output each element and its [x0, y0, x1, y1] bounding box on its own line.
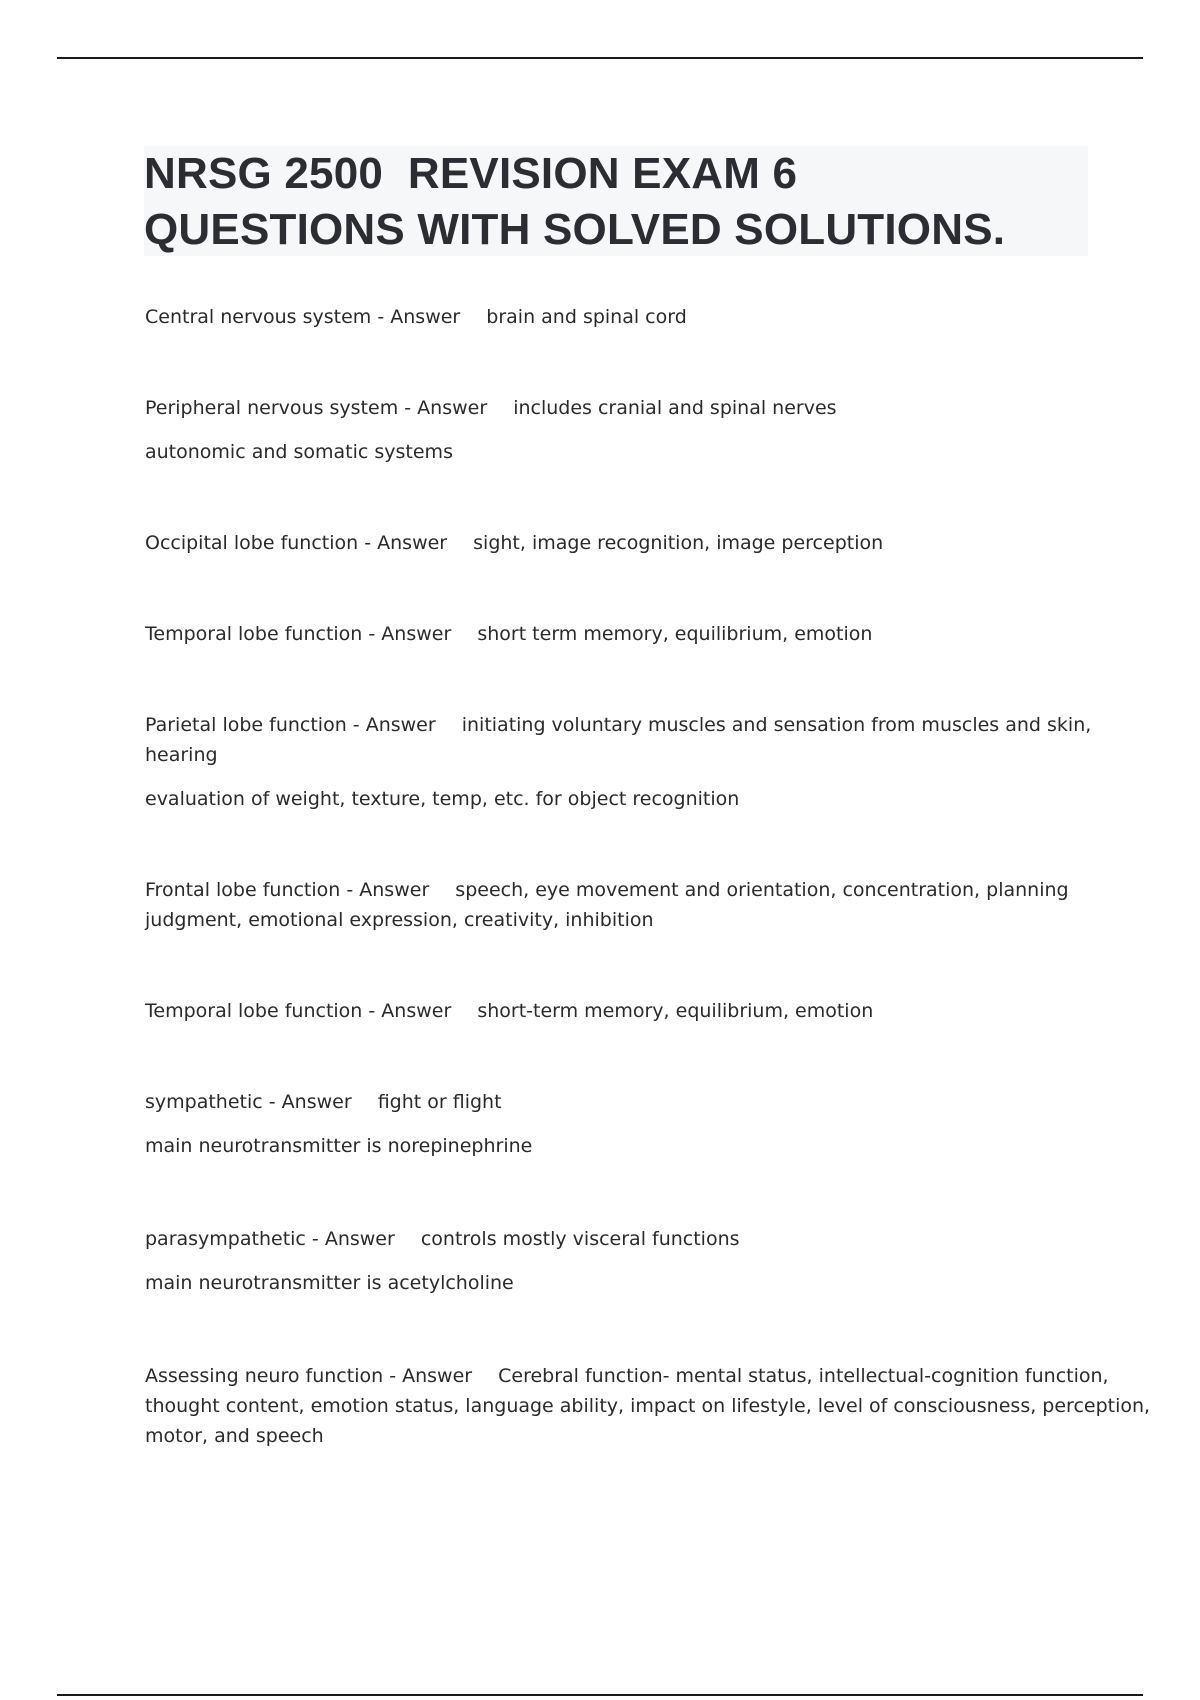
top-rule: [57, 57, 1143, 59]
page-title: [144, 146, 1088, 256]
title-line-2: QUESTIONS WITH SOLVED SOLUTIONS.: [144, 205, 1006, 254]
qa-answer: sight, image recognition, image perception: [473, 532, 884, 554]
qa-question-line: [145, 1361, 1109, 1391]
qa-answer: brain and spinal cord: [486, 306, 687, 328]
qa-extra-line: evaluation of weight, texture, temp, etc. for object recognition: [145, 788, 740, 810]
qa-item-parasympathetic: [145, 1224, 1085, 1298]
answer-marker: - Answer: [368, 1000, 452, 1022]
qa-item-peripheral-nervous-system: [145, 393, 1085, 467]
qa-question-line: [145, 1087, 1085, 1117]
qa-answer-continued: judgment, emotional expression, creativity, inhibition: [145, 909, 654, 931]
qa-item-temporal-lobe-2: [145, 996, 1085, 1026]
qa-term: Central nervous system: [145, 306, 372, 328]
answer-marker: - Answer: [377, 306, 461, 328]
answer-marker: - Answer: [404, 397, 488, 419]
qa-question-line: [145, 528, 1085, 558]
qa-answer: Cerebral function- mental status, intellectual-cognition function,: [498, 1365, 1109, 1387]
answer-marker: - Answer: [364, 532, 448, 554]
qa-term: Frontal lobe function: [145, 879, 341, 901]
qa-term: Temporal lobe function: [145, 623, 363, 645]
answer-marker: - Answer: [346, 879, 430, 901]
qa-term: parasympathetic: [145, 1228, 306, 1250]
qa-answer: short term memory, equilibrium, emotion: [477, 623, 873, 645]
answer-marker: - Answer: [389, 1365, 473, 1387]
qa-question-line: [145, 875, 1085, 905]
answer-marker: - Answer: [268, 1091, 352, 1113]
qa-extra-line: autonomic and somatic systems: [145, 441, 453, 463]
qa-term: Assessing neuro function: [145, 1365, 384, 1387]
qa-term: Occipital lobe function: [145, 532, 359, 554]
qa-answer: speech, eye movement and orientation, concentration, planning: [455, 879, 1069, 901]
qa-item-parietal-lobe: [145, 710, 1092, 814]
qa-answer: controls mostly visceral functions: [420, 1228, 740, 1250]
qa-question-line: [145, 1224, 1085, 1254]
qa-extra-line: main neurotransmitter is norepinephrine: [145, 1135, 533, 1157]
qa-answer-continued-2: motor, and speech: [145, 1425, 324, 1447]
answer-marker: - Answer: [368, 623, 452, 645]
qa-answer-continued: hearing: [145, 744, 218, 766]
bottom-rule: [57, 1694, 1143, 1696]
qa-term: Parietal lobe function: [145, 714, 347, 736]
qa-item-assessing-neuro-function: [145, 1361, 1151, 1451]
qa-answer-continued: thought content, emotion status, language ability, impact on lifestyle, level of consciousness, perception,: [145, 1395, 1151, 1417]
qa-term: Temporal lobe function: [145, 1000, 363, 1022]
qa-term: Peripheral nervous system: [145, 397, 399, 419]
qa-answer: includes cranial and spinal nerves: [513, 397, 837, 419]
qa-question-line: [145, 710, 1092, 740]
qa-item-temporal-lobe: [145, 619, 1085, 649]
qa-question-line: [145, 619, 1085, 649]
qa-question-line: [145, 393, 1085, 423]
qa-term: sympathetic: [145, 1091, 263, 1113]
qa-question-line: [145, 996, 1085, 1026]
qa-item-frontal-lobe: [145, 875, 1085, 935]
title-line-1: NRSG 2500 REVISION EXAM 6: [144, 149, 798, 198]
answer-marker: - Answer: [352, 714, 436, 736]
qa-answer: fight or flight: [377, 1091, 502, 1113]
qa-extra-line: main neurotransmitter is acetylcholine: [145, 1272, 514, 1294]
qa-question-line: [145, 302, 1085, 332]
qa-item-occipital-lobe: [145, 528, 1085, 558]
qa-answer: short-term memory, equilibrium, emotion: [477, 1000, 874, 1022]
answer-marker: - Answer: [311, 1228, 395, 1250]
qa-item-sympathetic: [145, 1087, 1085, 1161]
qa-answer: initiating voluntary muscles and sensation from muscles and skin,: [461, 714, 1092, 736]
qa-item-central-nervous-system: [145, 302, 1085, 332]
